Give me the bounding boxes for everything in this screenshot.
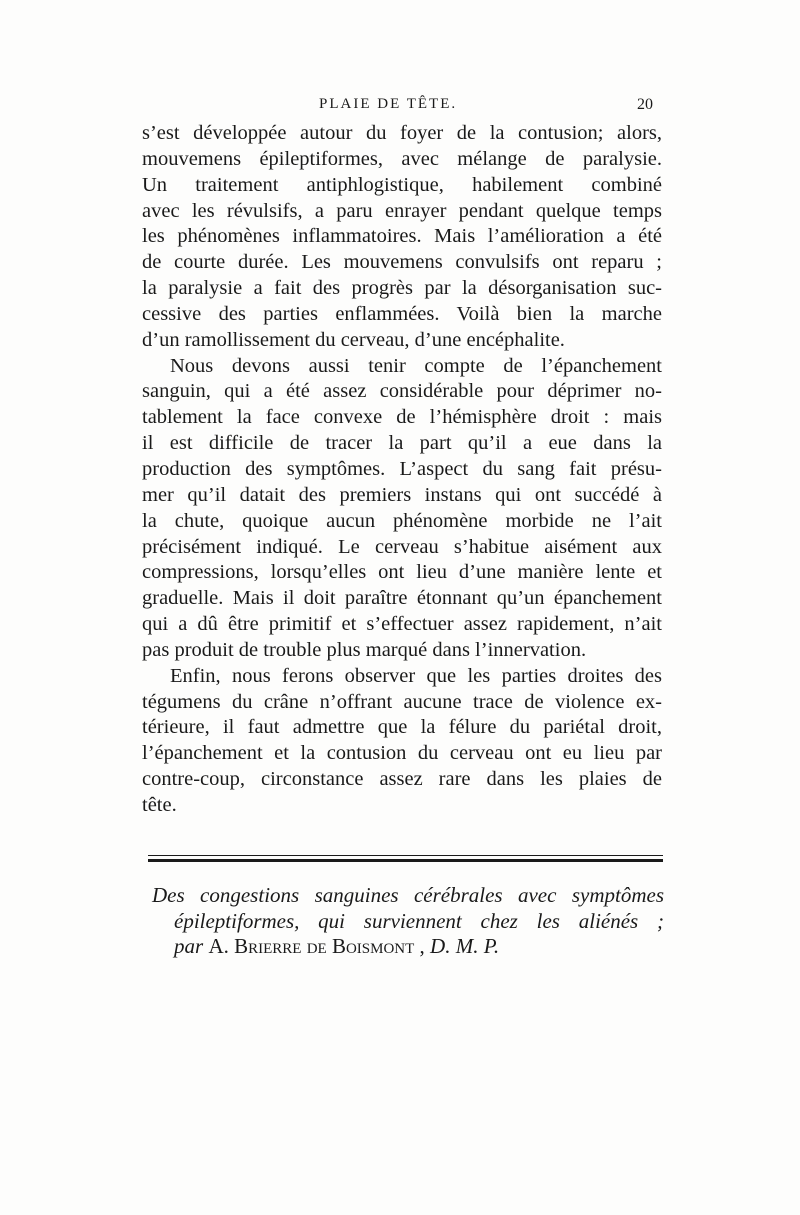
body-text (142, 121, 662, 819)
text-line: la paralysie a fait des progrès par la désorganisation suc- (142, 277, 662, 300)
text-line: s’est développée autour du foyer de la contusion; alors, (142, 122, 662, 144)
text-line: qui a dû être primitif et s’effectuer assez rapidement, n’ait (142, 613, 662, 636)
section-divider-thick (148, 859, 663, 862)
text-line: Un traitement antiphlogistique, habilement combiné (142, 173, 662, 196)
text-line: les phénomènes inflammatoires. Mais l’amélioration a été (142, 225, 662, 248)
text-line: l’épanchement et la contusion du cerveau ont eu lieu par (142, 742, 662, 765)
paragraph-start-line: Nous devons aussi tenir compte de l’épanchement (170, 354, 662, 377)
running-title: PLAIE DE TÊTE. (319, 96, 458, 112)
text-line: compressions, lorsqu’elles ont lieu d’une manière lente et (142, 561, 662, 584)
running-head (145, 96, 665, 120)
text-line: pas produit de trouble plus marqué dans l’innervation. (142, 638, 587, 661)
heading-line: Des congestions sanguines cérébrales avec symptômes (152, 883, 664, 907)
byline-separator: , (419, 934, 425, 958)
paragraph-start-line: Enfin, nous ferons observer que les parties droites des (170, 664, 662, 687)
text-line: graduelle. Mais il doit paraître étonnant qu’un épanchement (142, 587, 662, 610)
text-line: tête. (142, 793, 177, 816)
text-line: mouvemens épileptiformes, avec mélange de paralysie. (142, 147, 662, 170)
text-line: contre-coup, circonstance assez rare dans les plaies de (142, 768, 662, 791)
article-heading (152, 883, 664, 960)
author-degree: D. M. P. (430, 934, 500, 958)
heading-line: épileptiformes, qui surviennent chez les aliénés ; (174, 908, 664, 933)
heading-byline (152, 934, 664, 960)
section-divider-thin (148, 855, 663, 856)
byline-prefix: par (174, 934, 204, 958)
text-line: tablement la face convexe de l’hémisphère droit : mais (142, 406, 662, 429)
text-line: mer qu’il datait des premiers instans qui ont succédé à (142, 483, 662, 506)
text-line: tégumens du crâne n’offrant aucune trace de violence ex- (142, 690, 662, 713)
page-number: 20 (637, 96, 653, 113)
text-line: térieure, il faut admettre que la félure du pariétal droit, (142, 716, 662, 739)
text-line: la chute, quoique aucun phénomène morbide ne l’ait (142, 509, 662, 532)
text-line: cessive des parties enflammées. Voilà bien la marche (142, 302, 662, 325)
text-line: d’un ramollissement du cerveau, d’une encéphalite. (142, 328, 565, 351)
text-line: avec les révulsifs, a paru enrayer pendant quelque temps (142, 199, 662, 222)
text-line: sanguin, qui a été assez considérable pour déprimer no- (142, 380, 662, 403)
author-name: A. Brierre de Boismont (208, 934, 415, 958)
text-line: précisément indiqué. Le cerveau s’habitue aisément aux (142, 535, 662, 558)
text-line: production des symptômes. L’aspect du sang fait présu- (142, 457, 662, 480)
text-line: il est difficile de tracer la part qu’il a eue dans la (142, 432, 662, 455)
text-line: de courte durée. Les mouvemens convulsifs ont reparu ; (142, 251, 662, 274)
